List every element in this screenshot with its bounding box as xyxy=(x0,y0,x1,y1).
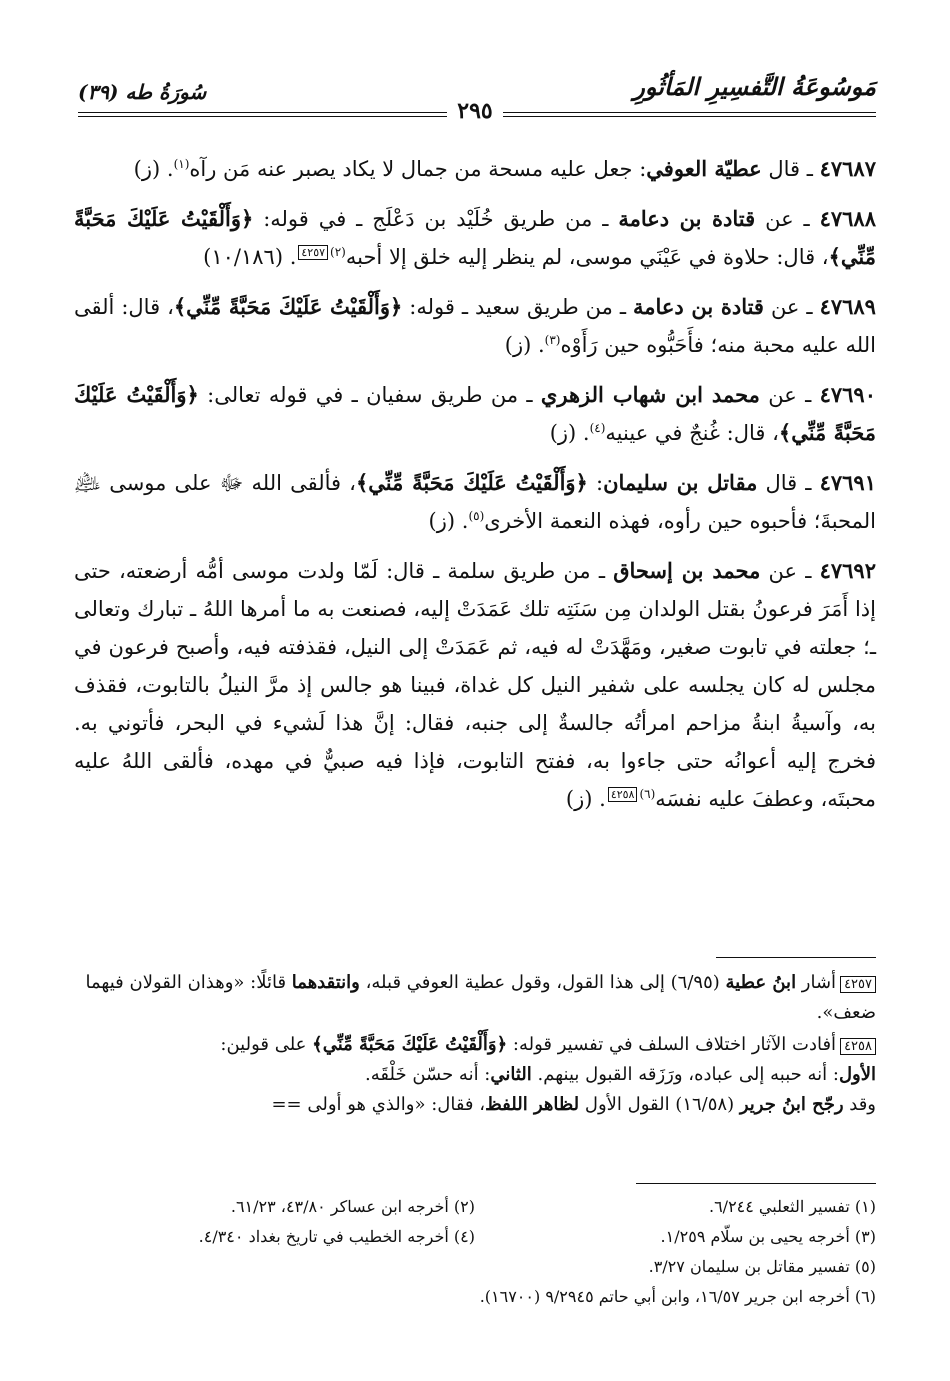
footnote-ref[interactable]: (٤) xyxy=(589,421,606,435)
footnote-item: (٢) أخرجه ابن عساكر ٤٣/٨٠، ٦١/٢٣. xyxy=(230,1197,475,1216)
narration-47688: ٤٧٦٨٨ ـ عن قتادة بن دعامة ـ من طريق خُلَيْد بن دَعْلَج ـ في قوله: ﴿وَأَلْقَيْتُ عَلَيْكَ مَحَبَّةً مِّنِّي﴾، قال: حلاوة في عَيْنَي موسى، لم ينظر إليه خلق إلا أحبه$^{(٢)}$٤٢٥٧. (١٠/١٨٦) xyxy=(74,206,876,269)
narrator-name: قتادة بن دعامة xyxy=(618,206,756,231)
footnote-item: (٤) أخرجه الخطيب في تاريخ بغداد ٤/٣٤٠. xyxy=(198,1227,475,1246)
footnote-ref[interactable]: (٦) xyxy=(639,787,656,801)
narrator-name: محمد بن إسحاق xyxy=(613,558,761,583)
footnotes xyxy=(74,1192,876,1312)
footnote-ref[interactable]: (٢) xyxy=(330,245,346,259)
quran-verse: ﴿وَأَلْقَيْتُ عَلَيْكَ مَحَبَّةً مِّنِّي﴾ xyxy=(173,294,403,319)
commentary-ref-box[interactable]: ٤٢٥٧ xyxy=(298,245,328,260)
footnote-ref[interactable]: (٣) xyxy=(544,333,561,347)
commentary-number-box: ٤٢٥٧ xyxy=(840,976,876,993)
surah-label: سُورَةُ طه (٣٩) xyxy=(78,80,207,104)
commentary-note-4258: ٤٢٥٨أفادت الآثار اختلاف السلف في تفسير قوله: ﴿وَأَلْقَيْتُ عَلَيْكَ مَحَبَّةً مِّنِّي﴾ على قولين: الأول: أنه حببه إلى عباده، ورَزَقه القبول بينهم. الثاني: أنه حسّن خَلْقَه. وقد رجّح ابنُ جرير (١٦/٥٨) القول الأول لظاهر اللفظ، فقال: «والذي هو أولى == xyxy=(220,1034,876,1115)
narration-47689: ٤٧٦٨٩ ـ عن قتادة بن دعامة ـ من طريق سعيد ـ قوله: ﴿وَأَلْقَيْتُ عَلَيْكَ مَحَبَّةً مِّنِّي﴾، قال: ألقى الله عليه محبة منه؛ فأَحَبُّوه حين رَأَوْه$^{(٣)}$. (ز) xyxy=(74,294,876,357)
book-title: مَوسُوعَةُ التَّفسِيرِ المَأثُورِ xyxy=(633,72,876,101)
narrator-name: عطيّة العوفي xyxy=(646,156,762,181)
footnote-ref[interactable]: (٥) xyxy=(468,509,485,523)
narrator-name: محمد ابن شهاب الزهري xyxy=(540,382,760,407)
narrations xyxy=(74,150,876,830)
narration-47687: ٤٧٦٨٧ ـ قال عطيّة العوفي: جعل عليه مسحة من جمال لا يكاد يصبر عنه مَن رآه$^{(١)}$. (ز) xyxy=(133,156,876,181)
footnote-ref[interactable]: (١) xyxy=(173,157,190,171)
quran-verse: ﴿وَأَلْقَيْتُ عَلَيْكَ مَحَبَّةً مِّنِّي﴾ xyxy=(74,206,876,269)
narration-47692: ٤٧٦٩٢ ـ عن محمد بن إسحاق ـ من طريق سلمة ـ قال: لَمّا ولدت موسى أمُّه أرضعته، حتى إذا أَمَرَ فرعونُ بقتل الولدان مِن سَنَتِه تلك عَمَدَتْ إليه، فصنعت به ما أمرها اللهُ ـ تبارك وتعالى ـ؛ جعلته في تابوت صغير، ومَهَّدَتْ له فيه، ثم عَمَدَتْ إلى النيل، فقذفته فيه، وأصبح فرعون في مجلس له كان يجلسه على شفير النيل كل غداة، فبينا هو جالس إذ مرَّ النيلُ بالتابوت، فقذف به، وآسيةُ ابنةُ مزاحم امرأتُه جالسةٌ إلى جنبه، فقال: إنَّ هذا لَشيء في البحر، فأتوني به. فخرج إليه أعوانُه حتى جاءوا به، ففتح التابوت، فإذا فيه صبيٌّ في مهده، فألقى اللهُ عليه محبتَه، وعطفَ عليه نفسَه$^{(٦)}$٤٢٥٨. (ز) xyxy=(74,558,876,811)
commentary-ref-box[interactable]: ٤٢٥٨ xyxy=(608,787,638,802)
narrator-name: مقاتل بن سليمان xyxy=(603,470,758,495)
footnote-item: (٣) أخرجه يحيى بن سلّام ١/٢٥٩. xyxy=(660,1227,876,1246)
narration-47690: ٤٧٦٩٠ ـ عن محمد ابن شهاب الزهري ـ من طريق سفيان ـ في قوله تعالى: ﴿وَأَلْقَيْتُ عَلَيْكَ مَحَبَّةً مِّنِّي﴾، قال: غُنجٌ في عينيه$^{(٤)}$. (ز) xyxy=(74,382,876,445)
narration-47691: ٤٧٦٩١ ـ قال مقاتل بن سليمان: ﴿وَأَلْقَيْتُ عَلَيْكَ مَحَبَّةً مِّنِّي﴾، فألقى الله ﷻ على موسى ﵇ المحبةَ؛ فأحبوه حين رأوه، فهذه النعمة الأخرى$^{(٥)}$. (ز) xyxy=(74,470,876,533)
quran-verse: ﴿وَأَلْقَيْتُ عَلَيْكَ مَحَبَّةً مِّنِّي﴾ xyxy=(355,470,588,495)
footnote-separator xyxy=(636,1183,876,1184)
page-number: ٢٩٥ xyxy=(0,98,950,124)
footnote-item: (٥) تفسير مقاتل بن سليمان ٣/٢٧. xyxy=(648,1257,876,1276)
quran-verse: ﴿وَأَلْقَيْتُ عَلَيْكَ مَحَبَّةً مِّنِّي﴾ xyxy=(312,1034,508,1055)
footnote-item: (١) تفسير الثعلبي ٦/٢٤٤. xyxy=(708,1197,876,1216)
commentary-notes xyxy=(74,968,876,1122)
footnote-item: (٦) أخرجه ابن جرير ١٦/٥٧، وابن أبي حاتم ٩/٢٩٤٥ (١٦٧٠٠). xyxy=(479,1287,876,1306)
narrator-name: قتادة بن دعامة xyxy=(633,294,764,319)
commentary-note-4257: ٤٢٥٧أشار ابنُ عطية (٦/٩٥) إلى هذا القول، وقول عطية العوفي قبله، وانتقدهما قائلًا: «وهذان القولان فيهما ضعف». xyxy=(85,972,876,1023)
commentary-number-box: ٤٢٥٨ xyxy=(840,1038,876,1055)
quran-verse: ﴿وَأَلْقَيْتُ عَلَيْكَ مَحَبَّةً مِّنِّي﴾ xyxy=(74,382,876,445)
commentary-separator xyxy=(716,957,876,958)
